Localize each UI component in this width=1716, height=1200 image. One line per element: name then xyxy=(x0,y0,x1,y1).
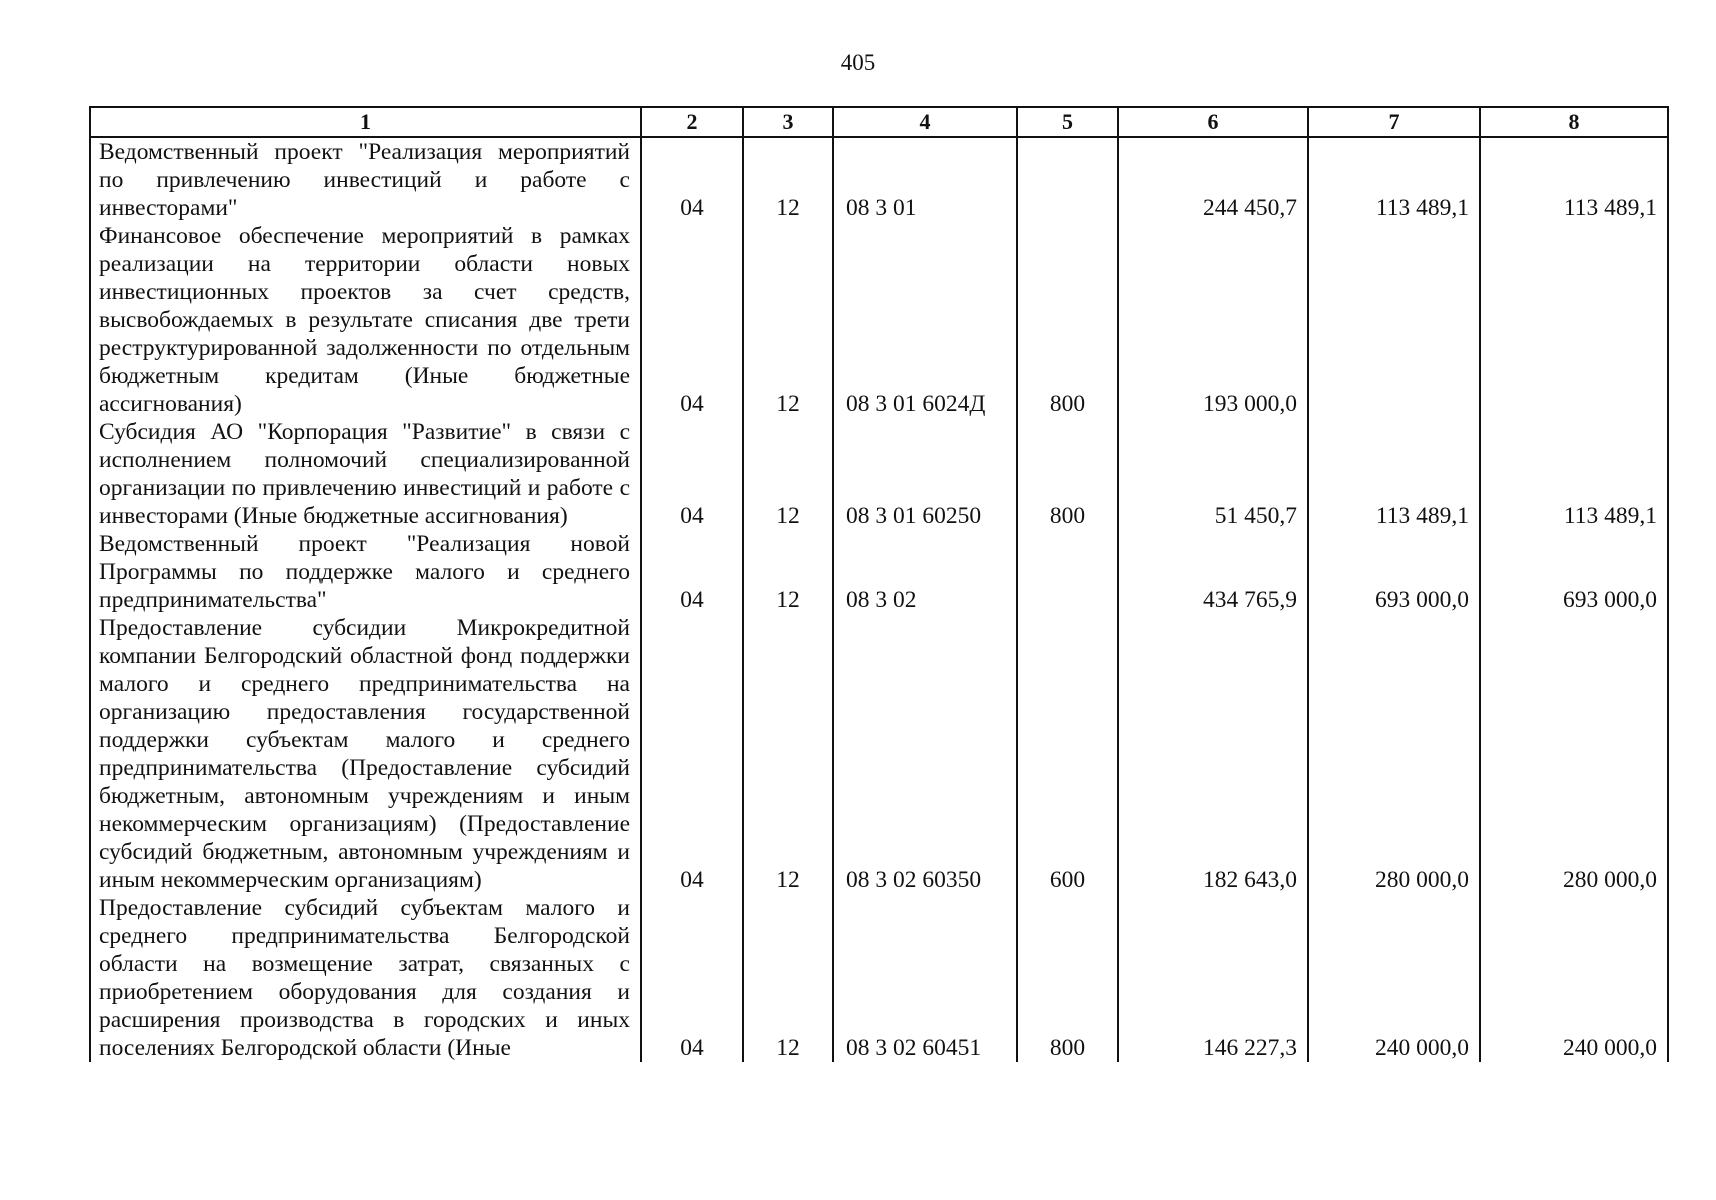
row-amount-7: 113 489,1 xyxy=(1308,418,1480,530)
row-amount-6: 244 450,7 xyxy=(1118,137,1308,222)
column-header-7: 7 xyxy=(1308,107,1480,137)
table-row xyxy=(90,894,1668,1062)
row-section-code: 04 xyxy=(641,222,743,418)
row-amount-7: 280 000,0 xyxy=(1308,614,1480,894)
column-header-6: 6 xyxy=(1118,107,1308,137)
row-amount-8: 280 000,0 xyxy=(1480,614,1668,894)
row-section-code: 04 xyxy=(641,894,743,1062)
row-amount-7: 240 000,0 xyxy=(1308,894,1480,1062)
row-amount-7: 113 489,1 xyxy=(1308,137,1480,222)
row-amount-8: 240 000,0 xyxy=(1480,894,1668,1062)
row-amount-8: 113 489,1 xyxy=(1480,137,1668,222)
row-subsection-code: 12 xyxy=(743,614,833,894)
row-target-article: 08 3 01 6024Д xyxy=(833,222,1017,418)
row-name: Предоставление субсидий субъектам малого и среднего предпринимательства Белгородской области на возмещение затрат, связанных с приобретением оборудования для создания и расширения производства в городских и иных поселениях Белгородской области (Иные xyxy=(90,894,641,1062)
row-expense-type xyxy=(1017,137,1118,222)
row-amount-6: 146 227,3 xyxy=(1118,894,1308,1062)
row-name: Предоставление субсидии Микрокредитной компании Белгородский областной фонд поддержки малого и среднего предпринимательства на организацию предоставления государственной поддержки субъектам малого и среднего предпринимательства (Предоставление субсидий бюджетным, автономным учреждениям и иным некоммерческим организациям) (Предоставление субсидий бюджетным, автономным учреждениям и иным некоммерческим организациям) xyxy=(90,614,641,894)
row-target-article: 08 3 02 60451 xyxy=(833,894,1017,1062)
row-expense-type xyxy=(1017,530,1118,614)
budget-table xyxy=(89,106,1669,1062)
row-amount-6: 182 643,0 xyxy=(1118,614,1308,894)
row-expense-type: 800 xyxy=(1017,894,1118,1062)
row-target-article: 08 3 01 xyxy=(833,137,1017,222)
row-subsection-code: 12 xyxy=(743,894,833,1062)
table-row xyxy=(90,418,1668,530)
table-row xyxy=(90,222,1668,418)
row-amount-8 xyxy=(1480,222,1668,418)
table-row xyxy=(90,137,1668,222)
row-amount-6: 193 000,0 xyxy=(1118,222,1308,418)
row-target-article: 08 3 02 60350 xyxy=(833,614,1017,894)
row-name: Субсидия АО "Корпорация "Развитие" в связи с исполнением полномочий специализированной организации по привлечению инвестиций и работе с инвесторами (Иные бюджетные ассигнования) xyxy=(90,418,641,530)
row-amount-6: 51 450,7 xyxy=(1118,418,1308,530)
table-row xyxy=(90,530,1668,614)
row-amount-6: 434 765,9 xyxy=(1118,530,1308,614)
column-header-1: 1 xyxy=(90,107,641,137)
row-section-code: 04 xyxy=(641,137,743,222)
column-header-2: 2 xyxy=(641,107,743,137)
row-name: Ведомственный проект "Реализация новой Программы по поддержке малого и среднего предпринимательства" xyxy=(90,530,641,614)
row-name: Финансовое обеспечение мероприятий в рамках реализации на территории области новых инвестиционных проектов за счет средств, высвобождаемых в результате списания две трети реструктурированной задолженности по отдельным бюджетным кредитам (Иные бюджетные ассигнования) xyxy=(90,222,641,418)
column-header-4: 4 xyxy=(833,107,1017,137)
table-header-row xyxy=(90,107,1668,137)
row-target-article: 08 3 02 xyxy=(833,530,1017,614)
row-subsection-code: 12 xyxy=(743,418,833,530)
row-amount-8: 693 000,0 xyxy=(1480,530,1668,614)
column-header-5: 5 xyxy=(1017,107,1118,137)
row-section-code: 04 xyxy=(641,530,743,614)
row-subsection-code: 12 xyxy=(743,530,833,614)
row-expense-type: 800 xyxy=(1017,418,1118,530)
row-expense-type: 600 xyxy=(1017,614,1118,894)
column-header-3: 3 xyxy=(743,107,833,137)
row-section-code: 04 xyxy=(641,614,743,894)
column-header-8: 8 xyxy=(1480,107,1668,137)
page-number: 405 xyxy=(840,50,876,75)
row-expense-type: 800 xyxy=(1017,222,1118,418)
row-section-code: 04 xyxy=(641,418,743,530)
row-target-article: 08 3 01 60250 xyxy=(833,418,1017,530)
row-subsection-code: 12 xyxy=(743,137,833,222)
row-name: Ведомственный проект "Реализация мероприятий по привлечению инвестиций и работе с инвесторами" xyxy=(90,137,641,222)
row-amount-7 xyxy=(1308,222,1480,418)
table-row xyxy=(90,614,1668,894)
row-amount-8: 113 489,1 xyxy=(1480,418,1668,530)
row-subsection-code: 12 xyxy=(743,222,833,418)
row-amount-7: 693 000,0 xyxy=(1308,530,1480,614)
